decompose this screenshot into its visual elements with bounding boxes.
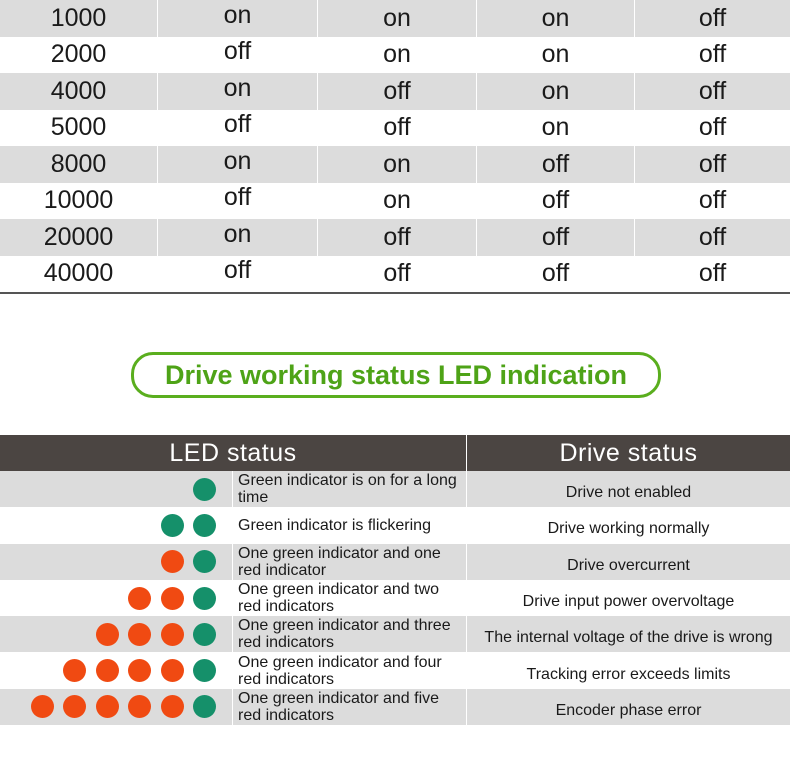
- pulse-value: 8000: [0, 146, 158, 183]
- table-row: [0, 110, 790, 147]
- led-description: One green indicator and four red indicators: [233, 652, 467, 688]
- green-led-icon: [193, 587, 216, 610]
- table-row: [0, 73, 790, 110]
- sw4-state: off: [698, 113, 727, 142]
- sw3-state: on: [477, 37, 635, 74]
- table-row: [0, 183, 790, 220]
- red-led-icon: [31, 695, 54, 718]
- green-led-icon: [193, 695, 216, 718]
- led-description: One green indicator and three red indicators: [233, 616, 467, 652]
- led-indicator-group: [0, 689, 233, 725]
- pulse-value: 1000: [0, 0, 158, 37]
- header-led-status: LED status: [0, 435, 467, 471]
- sw2-state: on: [318, 37, 477, 74]
- red-led-icon: [96, 695, 119, 718]
- pulse-value: 20000: [0, 219, 158, 256]
- red-led-icon: [128, 623, 151, 646]
- sw4-state: off: [698, 186, 727, 215]
- sw3-state: off: [477, 256, 635, 293]
- sw1-state: off: [158, 110, 318, 147]
- sw4-state: off: [698, 3, 727, 32]
- sw1-state: on: [158, 0, 318, 37]
- table-row: [0, 544, 790, 580]
- sw2-state: off: [318, 256, 477, 293]
- sw3-state: on: [477, 73, 635, 110]
- section-title: Drive working status LED indication: [131, 352, 661, 398]
- led-description: One green indicator and two red indicators: [233, 580, 467, 616]
- red-led-icon: [128, 695, 151, 718]
- sw1-state: off: [158, 183, 318, 220]
- drive-status-text: Drive input power overvoltage: [522, 593, 735, 611]
- drive-status-text: Drive working normally: [547, 520, 710, 538]
- sw2-state: on: [318, 146, 477, 183]
- green-led-icon: [193, 659, 216, 682]
- table-row: [0, 580, 790, 616]
- sw3-state: on: [477, 110, 635, 147]
- sw1-state: on: [158, 146, 318, 183]
- led-description: One green indicator and one red indicator: [233, 544, 467, 580]
- sw2-state: off: [318, 219, 477, 256]
- red-led-icon: [63, 659, 86, 682]
- led-indicator-group: [0, 471, 233, 507]
- led-status-table: [0, 435, 790, 725]
- sw4-state: off: [698, 40, 727, 69]
- sw4-state: off: [698, 76, 727, 105]
- sw3-state: off: [477, 183, 635, 220]
- led-description: One green indicator and five red indicators: [233, 689, 467, 725]
- led-description: Green indicator is on for a long time: [233, 471, 467, 507]
- sw1-state: off: [158, 256, 318, 293]
- sw4-state: off: [698, 149, 727, 178]
- table-row: [0, 0, 790, 37]
- led-indicator-group: [0, 507, 233, 543]
- red-led-icon: [128, 587, 151, 610]
- drive-status-text: Drive not enabled: [565, 484, 692, 502]
- green-led-icon: [193, 478, 216, 501]
- table-row: [0, 616, 790, 652]
- led-rows: [0, 471, 790, 725]
- switch-table: [0, 0, 790, 292]
- red-led-icon: [161, 550, 184, 573]
- sw3-state: on: [477, 0, 635, 37]
- sw2-state: on: [318, 183, 477, 220]
- red-led-icon: [161, 659, 184, 682]
- led-indicator-group: [0, 580, 233, 616]
- pulse-value: 40000: [0, 256, 158, 293]
- red-led-icon: [96, 659, 119, 682]
- sw2-state: off: [318, 73, 477, 110]
- sw1-state: off: [158, 37, 318, 74]
- table-row: [0, 37, 790, 74]
- drive-status-text: The internal voltage of the drive is wrong: [484, 629, 773, 647]
- sw2-state: on: [318, 0, 477, 37]
- pulse-value: 4000: [0, 73, 158, 110]
- led-indicator-group: [0, 544, 233, 580]
- sw1-state: on: [158, 219, 318, 256]
- table-row: [0, 652, 790, 688]
- sw3-state: off: [477, 146, 635, 183]
- red-led-icon: [96, 623, 119, 646]
- green-led-icon: [193, 623, 216, 646]
- green-led-icon: [193, 514, 216, 537]
- drive-status-text: Drive overcurrent: [567, 556, 690, 574]
- green-led-icon: [161, 514, 184, 537]
- table-row: [0, 219, 790, 256]
- sw2-state: off: [318, 110, 477, 147]
- sw4-state: off: [698, 222, 727, 251]
- header-drive-status: Drive status: [559, 438, 698, 467]
- red-led-icon: [128, 659, 151, 682]
- table-row: [0, 256, 790, 293]
- drive-status-text: Tracking error exceeds limits: [526, 665, 731, 683]
- led-indicator-group: [0, 652, 233, 688]
- sw4-state: off: [698, 259, 727, 288]
- table-divider: [0, 292, 790, 294]
- sw1-state: on: [158, 73, 318, 110]
- table-row: [0, 146, 790, 183]
- drive-status-text: Encoder phase error: [555, 701, 702, 719]
- table-row: [0, 471, 790, 507]
- led-description: Green indicator is flickering: [233, 507, 467, 543]
- red-led-icon: [161, 695, 184, 718]
- table-row: [0, 689, 790, 725]
- red-led-icon: [161, 587, 184, 610]
- sw3-state: off: [477, 219, 635, 256]
- led-indicator-group: [0, 616, 233, 652]
- red-led-icon: [161, 623, 184, 646]
- pulse-value: 10000: [0, 183, 158, 220]
- red-led-icon: [63, 695, 86, 718]
- green-led-icon: [193, 550, 216, 573]
- pulse-value: 2000: [0, 37, 158, 74]
- pulse-value: 5000: [0, 110, 158, 147]
- table-row: [0, 507, 790, 543]
- led-table-header: [0, 435, 790, 471]
